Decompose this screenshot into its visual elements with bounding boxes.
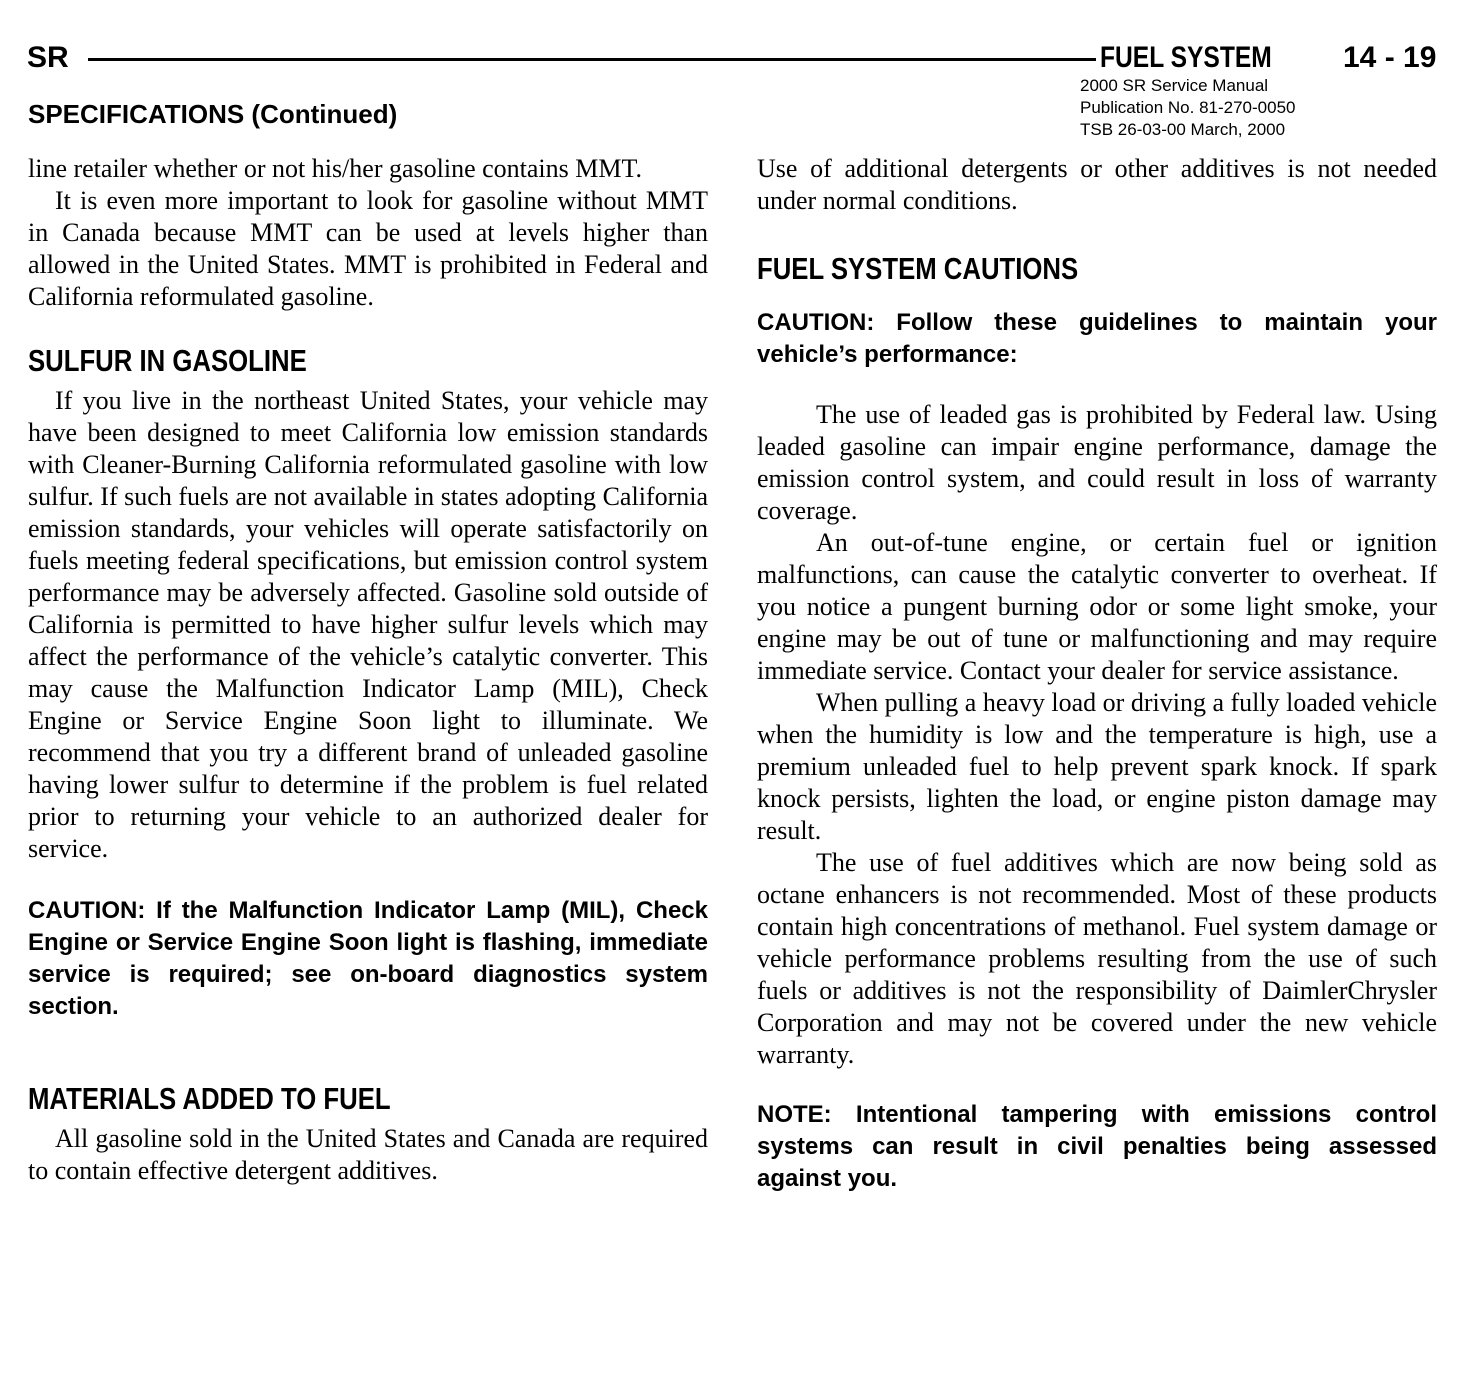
right-column <box>757 153 1437 1195</box>
caution-item: The use of fuel additives which are now being sold as octane enhancers is not recommended. Most of these products contain high concentrations of methanol. Fuel system damage or vehicle performance problems resulting from the use of such fuels or additives is not the responsibility of DaimlerChrysler Corporation and may not be covered under the new vehicle warranty. <box>757 848 1437 1069</box>
materials-heading: MATERIALS ADDED TO FUEL <box>28 1081 391 1116</box>
publication-number: Publication No. 81-270-0050 <box>1080 98 1296 117</box>
note-tampering: NOTE: Intentional tampering with emissions control systems can result in civil penalties being assessed against you. <box>757 1101 1437 1192</box>
caution-guidelines: CAUTION: Follow these guidelines to maintain your vehicle’s performance: <box>757 309 1437 368</box>
header-section-title: FUEL SYSTEM <box>1100 41 1272 74</box>
caution-item: The use of leaded gas is prohibited by Federal law. Using leaded gasoline can impair engine performance, damage the emission control system, and could result in loss of warranty coverage. <box>757 400 1437 525</box>
paragraph: All gasoline sold in the United States and Canada are required to contain effective detergent additives. <box>28 1124 708 1185</box>
left-column <box>28 153 708 1187</box>
fuel-system-cautions-heading: FUEL SYSTEM CAUTIONS <box>757 251 1079 286</box>
header-rule <box>88 58 1096 61</box>
sulfur-heading: SULFUR IN GASOLINE <box>28 343 307 378</box>
paragraph: If you live in the northeast United States, your vehicle may have been designed to meet California low emission standards with Cleaner-Burning California reformulated gasoline with low sulfur. If such fuels are not available in states adopting California emission standards, your vehicles will operate satisfactorily on fuels meeting federal specifications, but emission control system performance may be adversely affected. Gasoline sold outside of California is permitted to have higher sulfur levels which may affect the performance of the vehicle’s catalytic converter. This may cause the Malfunction Indicator Lamp (MIL), Check Engine or Service Engine Soon light to illuminate. We recommend that you try a different brand of unleaded gasoline having lower sulfur to determine if the problem is fuel related prior to returning your vehicle to an authorized dealer for service. <box>28 386 708 863</box>
header-page-number: 14 - 19 <box>1343 41 1437 74</box>
continued-section-title: SPECIFICATIONS (Continued) <box>28 99 398 129</box>
paragraph: Use of additional detergents or other additives is not needed under normal conditions. <box>757 154 1437 215</box>
header-model-code: SR <box>27 41 69 74</box>
manual-title: 2000 SR Service Manual <box>1080 76 1269 95</box>
caution-item: An out-of-tune engine, or certain fuel or ignition malfunctions, can cause the catalytic converter to overheat. If you notice a pungent burning odor or some light smoke, your engine may be out of tune or malfunctioning and may require immediate service. Contact your dealer for service assistance. <box>757 528 1437 685</box>
caution-mil-flashing: CAUTION: If the Malfunction Indicator Lamp (MIL), Check Engine or Service Engine Soon light is flashing, immediate service is required; see on-board diagnostics system section. <box>28 897 708 1020</box>
paragraph: line retailer whether or not his/her gasoline contains MMT. <box>28 154 642 183</box>
caution-item: When pulling a heavy load or driving a fully loaded vehicle when the humidity is low and the temperature is high, use a premium unleaded fuel to help prevent spark knock. If spark knock persists, lighten the load, or engine piston damage may result. <box>757 688 1437 845</box>
header-publication-info <box>1080 75 1295 141</box>
paragraph: It is even more important to look for gasoline without MMT in Canada because MMT can be used at levels higher than allowed in the United States. MMT is prohibited in Federal and California reformulated gasoline. <box>28 186 708 311</box>
tsb-date: TSB 26-03-00 March, 2000 <box>1080 120 1286 139</box>
